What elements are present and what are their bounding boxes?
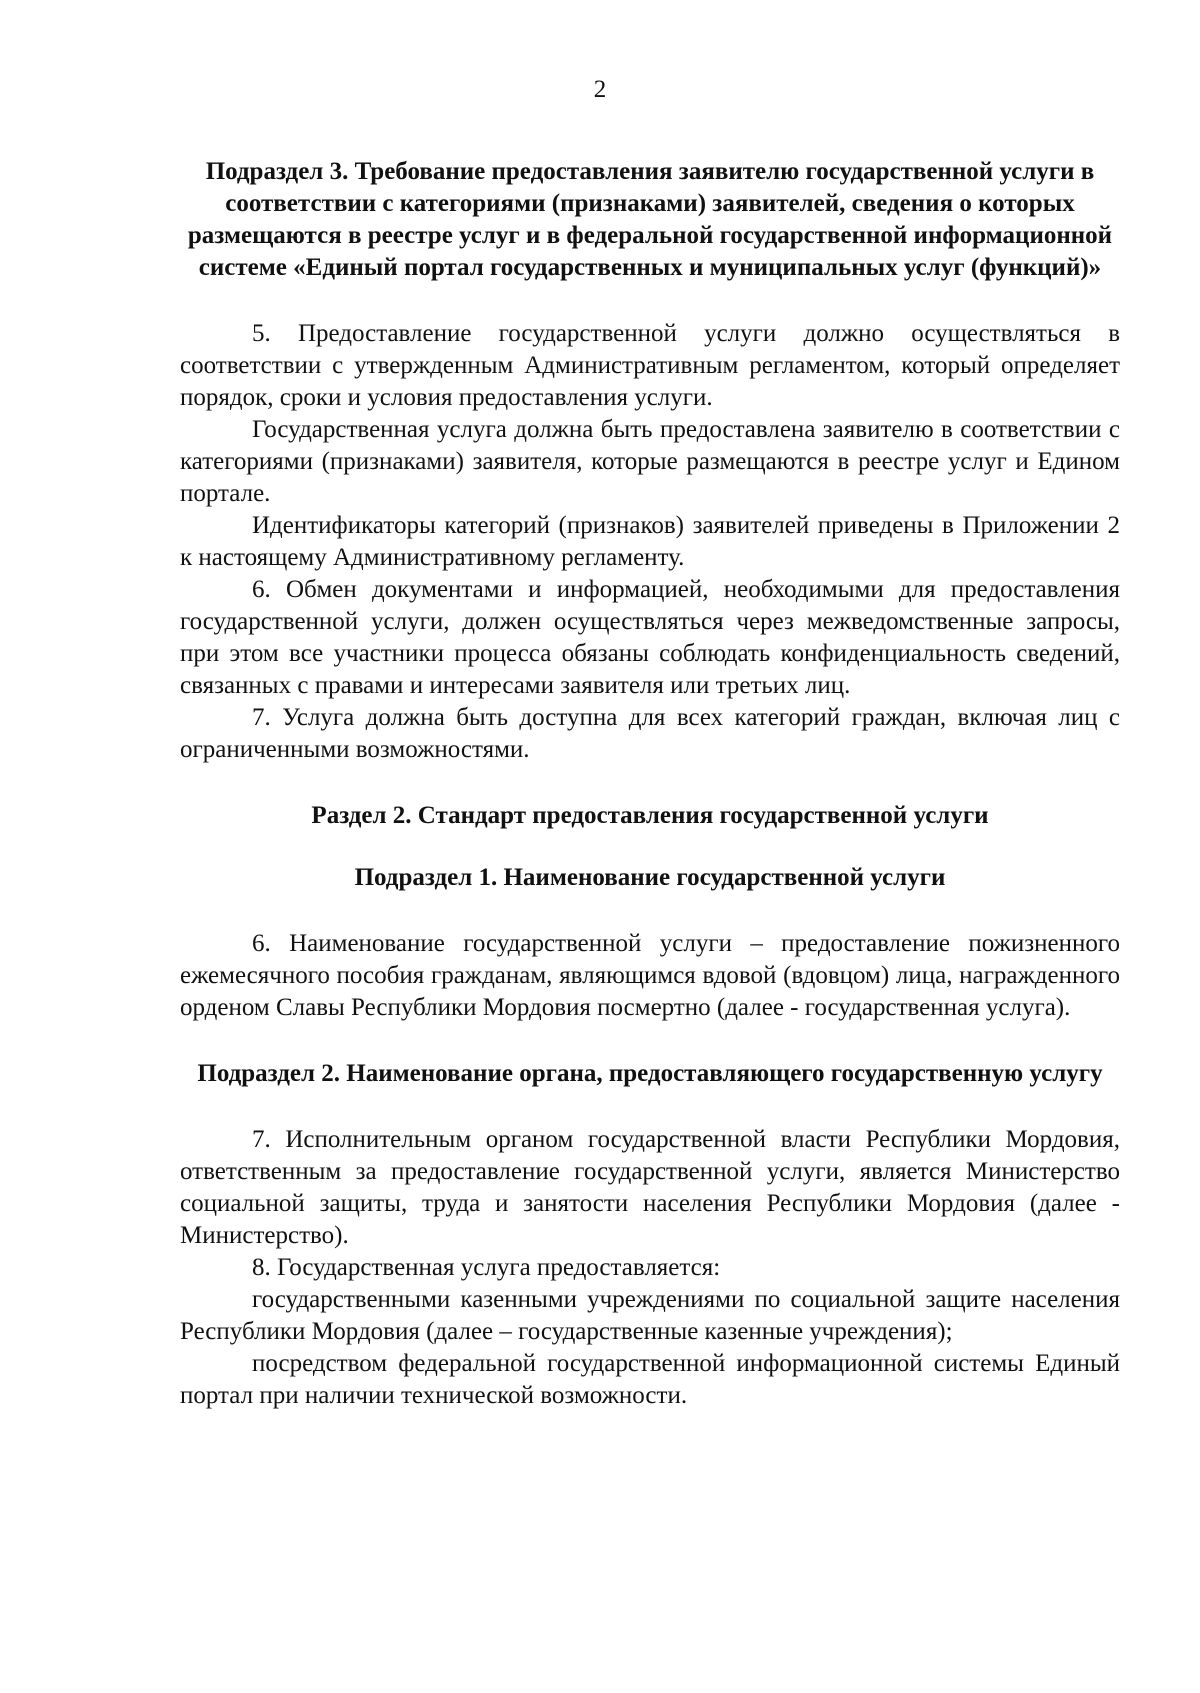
paragraph-5-service-categories: Государственная услуга должна быть предоставлена заявителю в соответствии с категориями (признаками) заявителя, которые размещаются в реестре услуг и Едином портале.: [180, 416, 1120, 507]
paragraph-8: 8. Государственная услуга предоставляется:: [252, 1254, 721, 1281]
document-body: [180, 156, 1120, 1412]
paragraph-7-accessibility: 7. Услуга должна быть доступна для всех категорий граждан, включая лиц с ограниченными возможностями.: [180, 704, 1120, 763]
paragraph-8-institutions: государственными казенными учреждениями по социальной защите населения Республики Мордовия (далее – государственные казенные учреждения);: [180, 1286, 1120, 1345]
paragraph-6-exchange: 6. Обмен документами и информацией, необходимыми для предоставления государственной услуги, должен осуществляться через межведомственные запросы, при этом все участники процесса обязаны соблюдать конфиденциальность сведений, связанных с правами и интересами заявителя или третьих лиц.: [180, 576, 1120, 699]
paragraph-6-service-name: 6. Наименование государственной услуги – предоставление пожизненного ежемесячного пособия гражданам, являющимся вдовой (вдовцом) лица, награжденного орденом Славы Республики Мордовия посмертно (далее - государственная услуга).: [180, 930, 1120, 1021]
paragraph-5-identifiers: Идентификаторы категорий (признаков) заявителей приведены в Приложении 2 к настоящему Административному регламенту.: [180, 512, 1120, 571]
subsection-2-heading: Подраздел 2. Наименование органа, предоставляющего государственную услугу: [197, 1060, 1103, 1087]
section-2-heading: Раздел 2. Стандарт предоставления государственной услуги: [311, 802, 989, 829]
paragraph-8-portal: посредством федеральной государственной информационной системы Единый портал при наличии технической возможности.: [180, 1350, 1120, 1409]
paragraph-5: 5. Предоставление государственной услуги должно осуществляться в соответствии с утвержденным Административным регламентом, который определяет порядок, сроки и условия предоставления услуги.: [180, 320, 1120, 411]
page-number: 2: [593, 76, 607, 103]
paragraph-7-executive-body: 7. Исполнительным органом государственной власти Республики Мордовия, ответственным за предоставление государственной услуги, является Министерство социальной защиты, труда и занятости населения Республики Мордовия (далее - Министерство).: [180, 1126, 1120, 1249]
subsection-3-heading: Подраздел 3. Требование предоставления заявителю государственной услуги в соответствии с категориями (признаками) заявителей, сведения о которых размещаются в реестре услуг и в федеральной государственной информационной системе «Единый портал государственных и муниципальных услуг (функций)»: [187, 158, 1113, 281]
subsection-1-heading: Подраздел 1. Наименование государственной услуги: [354, 864, 946, 891]
